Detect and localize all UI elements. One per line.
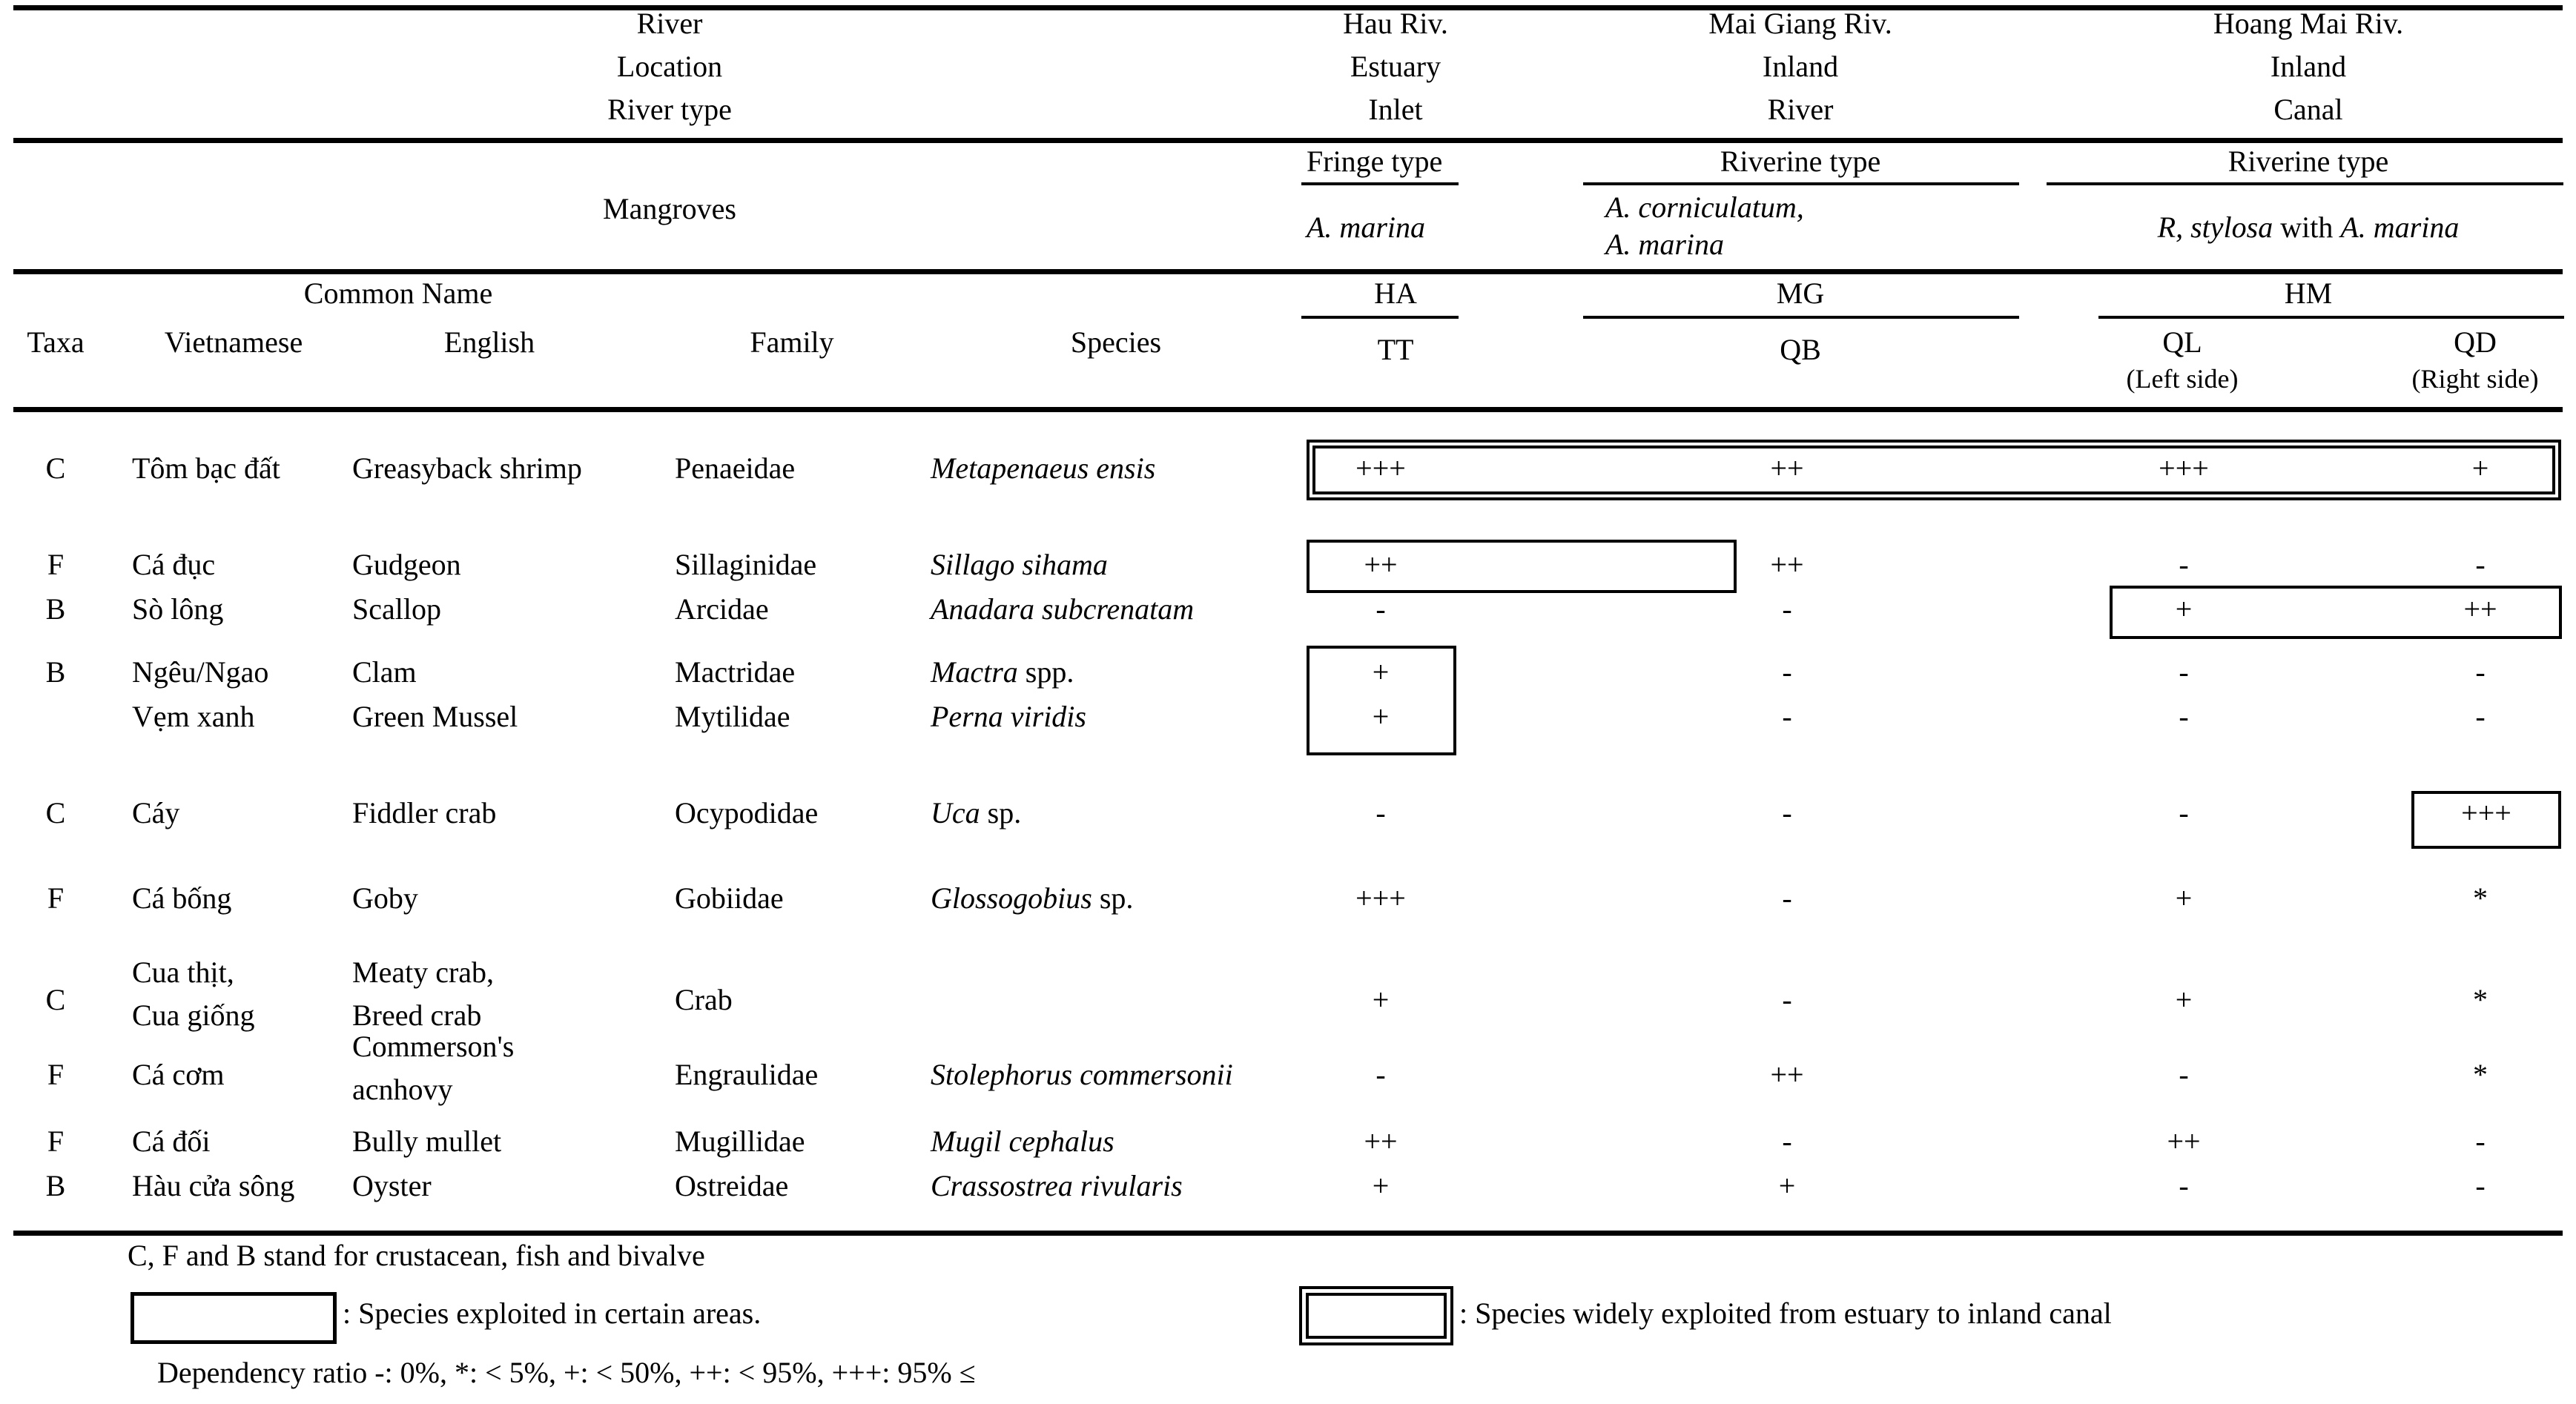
table-row-vietnamese: Cá bống: [132, 881, 232, 915]
table-cell-value: ++: [1770, 1058, 1804, 1091]
table-cell-value: +: [2175, 983, 2193, 1016]
col-head-vietnamese: Vietnamese: [164, 325, 303, 359]
table-row-vietnamese-2: Cua giống: [132, 999, 255, 1032]
table-row-english-2: acnhovy: [352, 1073, 453, 1106]
table-row-species: Anadara subcrenatam: [931, 592, 1195, 626]
table-row-family: Ostreidae: [675, 1169, 789, 1202]
table-row-species-genus: Uca: [931, 796, 980, 830]
mangrove-species-maigiang-1: A. corniculatum,: [1605, 191, 1804, 224]
table-cell-value: +: [1778, 1169, 1796, 1202]
table-cell-value: ++: [1364, 548, 1398, 581]
table-row-species: Perna viridis: [931, 700, 1086, 733]
rule-top: [13, 5, 2563, 10]
table-cell-value: -: [1782, 1125, 1792, 1158]
subsite-side-qd: (Right side): [2411, 364, 2539, 394]
table-row-species: [931, 797, 1021, 830]
table-cell-value: ++: [1364, 1125, 1398, 1158]
table-row-species: Metapenaeus ensis: [931, 451, 1156, 485]
table-row-vietnamese: Cá cơm: [132, 1058, 225, 1091]
table-row-species: Crassostrea rivularis: [931, 1169, 1183, 1202]
table-row-species-qualifier: sp.: [980, 796, 1022, 830]
table-cell-value: +++: [1355, 881, 1406, 915]
col-head-family: Family: [750, 325, 834, 359]
table-row-species-genus: Glossogobius: [931, 881, 1092, 915]
rule-under-columnheads: [13, 407, 2563, 412]
site-rivertype-hau: Inlet: [1368, 93, 1423, 126]
rule-under-rivertype: [13, 138, 2563, 143]
mangrove-type-hau: Fringe type: [1307, 145, 1443, 178]
footnote-taxa-key: C, F and B stand for crustacean, fish and bivalve: [128, 1239, 705, 1272]
table-row-taxa: C: [45, 796, 66, 830]
table-cell-value: -: [1782, 592, 1792, 626]
table-cell-value: ++: [2463, 592, 2497, 626]
table-cell-value: +: [1372, 1169, 1390, 1202]
table-row-family: Crab: [675, 983, 733, 1016]
table-cell-value: ++: [1770, 451, 1804, 485]
table-row-english: Bully mullet: [352, 1125, 502, 1158]
legend-text-widely-exploited: : Species widely exploited from estuary to inland canal: [1459, 1297, 2112, 1330]
site-code-hm: HM: [2284, 277, 2333, 310]
table-cell-value: +: [1372, 700, 1390, 733]
site-location-maigiang: Inland: [1762, 50, 1839, 83]
mangrove-species-hoangmai-suffix: A. marina: [2340, 211, 2460, 244]
table-row-vietnamese: Cáy: [132, 796, 180, 830]
table-row-english-2: Breed crab: [352, 999, 482, 1032]
legend-swatch-single-box: [131, 1292, 337, 1344]
col-head-common-name: Common Name: [303, 277, 493, 310]
table-cell-value: -: [1782, 881, 1792, 915]
table-row-english: Goby: [352, 881, 418, 915]
site-river-hau: Hau Riv.: [1343, 7, 1448, 40]
table-cell-value: +++: [2461, 796, 2511, 830]
table-cell-value: *: [2473, 881, 2488, 915]
underline-site-hm: [2098, 316, 2564, 319]
mangrove-species-hoangmai: [2158, 211, 2460, 244]
site-river-hoangmai: Hoang Mai Riv.: [2213, 7, 2404, 40]
table-cell-value: +: [2175, 881, 2193, 915]
table-cell-value: +++: [1355, 451, 1406, 485]
table-row-taxa: B: [45, 655, 66, 689]
table-cell-value: -: [1375, 796, 1386, 830]
table-row-vietnamese: Cá đối: [132, 1125, 211, 1158]
table-row-family: Mytilidae: [675, 700, 790, 733]
table-row-english: Greasyback shrimp: [352, 451, 582, 485]
table-row-taxa: C: [45, 983, 66, 1016]
table-cell-value: -: [2179, 655, 2189, 689]
table-row-english-1: Commerson's: [352, 1030, 515, 1063]
table-row-family: Mugillidae: [675, 1125, 805, 1158]
table-row-vietnamese: Ngêu/Ngao: [132, 655, 269, 689]
site-rivertype-hoangmai: Canal: [2273, 93, 2343, 126]
footnote-dependency-ratio: Dependency ratio -: 0%, *: < 5%, +: < 50%, ++: < 95%, +++: 95% ≤: [157, 1356, 976, 1389]
legend-swatch-double-box: [1299, 1286, 1453, 1345]
table-row-english: Green Mussel: [352, 700, 518, 733]
table-row-family: Mactridae: [675, 655, 796, 689]
table-cell-value: +: [1372, 983, 1390, 1016]
table-row-family: Gobiidae: [675, 881, 784, 915]
rule-bottom-body: [13, 1231, 2563, 1236]
table-row-family: Penaeidae: [675, 451, 796, 485]
table-row-species-qualifier: spp.: [1017, 655, 1074, 689]
underline-fringe-type: [1301, 182, 1459, 185]
table-cell-value: -: [2179, 700, 2189, 733]
underline-riverine-type-hm: [2047, 182, 2563, 185]
table-cell-value: -: [2475, 655, 2486, 689]
site-code-ha: HA: [1374, 277, 1417, 310]
table-cell-value: *: [2473, 983, 2488, 1016]
table-row-vietnamese: Vẹm xanh: [132, 700, 255, 733]
table-cell-value: -: [2179, 1169, 2189, 1202]
col-head-english: English: [443, 325, 535, 359]
table-row-taxa: F: [47, 548, 65, 581]
table-cell-value: -: [2179, 796, 2189, 830]
rule-under-mangroves: [13, 269, 2563, 274]
table-row-species-qualifier: sp.: [1092, 881, 1134, 915]
highlight-box-widely-exploited-row1: [1307, 440, 2561, 500]
table-row-vietnamese: Cá đục: [132, 548, 216, 581]
table-row-family: Engraulidae: [675, 1058, 819, 1091]
table-cell-value: -: [2475, 548, 2486, 581]
table-row-family: Sillaginidae: [675, 548, 817, 581]
table-cell-value: -: [1375, 1058, 1386, 1091]
table-row-vietnamese-1: Cua thịt,: [132, 956, 234, 989]
table-row-species: [931, 656, 1074, 689]
table-row-english: Fiddler crab: [352, 796, 497, 830]
table-cell-value: -: [1782, 655, 1792, 689]
table-row-taxa: F: [47, 881, 65, 915]
site-river-maigiang: Mai Giang Riv.: [1708, 7, 1892, 40]
table-cell-value: -: [2179, 1058, 2189, 1091]
subsite-side-ql: (Left side): [2126, 364, 2239, 394]
mangrove-species-maigiang-2: A. marina: [1605, 228, 1724, 261]
table-cell-value: -: [1782, 700, 1792, 733]
header-label-location: Location: [616, 50, 723, 83]
table-row-species: Stolephorus commersonii: [931, 1058, 1233, 1091]
header-label-river: River: [636, 7, 703, 40]
table-row-english: Clam: [352, 655, 417, 689]
table-row-family: Ocypodidae: [675, 796, 819, 830]
header-label-rivertype: River type: [607, 93, 732, 126]
site-code-mg: MG: [1776, 277, 1825, 310]
table-cell-value: ++: [2167, 1125, 2201, 1158]
table-cell-value: -: [1782, 983, 1792, 1016]
table-row-english: Scallop: [352, 592, 441, 626]
table-cell-value: *: [2473, 1058, 2488, 1091]
header-label-mangroves: Mangroves: [603, 192, 736, 225]
table-row-vietnamese: Tôm bạc đất: [132, 451, 280, 485]
table-cell-value: +: [2175, 592, 2193, 626]
table-cell-value: +++: [2159, 451, 2209, 485]
table-cell-value: +: [1372, 655, 1390, 689]
underline-site-ha: [1301, 316, 1459, 319]
mangrove-type-maigiang: Riverine type: [1720, 145, 1881, 178]
table-row-english: Oyster: [352, 1169, 432, 1202]
table-cell-value: -: [1782, 796, 1792, 830]
subsite-code-ql: QL: [2162, 325, 2202, 359]
table-row-vietnamese: Hàu cửa sông: [132, 1169, 295, 1202]
table-row-taxa: B: [45, 592, 66, 626]
table-row-species: [931, 882, 1133, 915]
table-cell-value: ++: [1770, 548, 1804, 581]
site-location-hau: Estuary: [1350, 50, 1441, 83]
subsite-code-qb: QB: [1780, 333, 1821, 366]
table-row-taxa: B: [45, 1169, 66, 1202]
legend-text-certain-areas: : Species exploited in certain areas.: [343, 1297, 762, 1330]
underline-riverine-type-mg: [1583, 182, 2019, 185]
table-row-species: Mugil cephalus: [931, 1125, 1114, 1158]
subsite-code-qd: QD: [2454, 325, 2497, 359]
site-location-hoangmai: Inland: [2270, 50, 2347, 83]
table-row-vietnamese: Sò lông: [132, 592, 224, 626]
table-cell-value: -: [2475, 700, 2486, 733]
table-cell-value: +: [2471, 451, 2489, 485]
table-cell-value: -: [2179, 548, 2189, 581]
subsite-code-tt: TT: [1377, 333, 1414, 366]
table-row-taxa: F: [47, 1125, 65, 1158]
table-row-taxa: C: [45, 451, 66, 485]
mangrove-type-hoangmai: Riverine type: [2227, 145, 2389, 178]
table-row-species: Sillago sihama: [931, 548, 1108, 581]
table-cell-value: -: [2475, 1169, 2486, 1202]
site-rivertype-maigiang: River: [1767, 93, 1834, 126]
col-head-species: Species: [1070, 325, 1162, 359]
mangrove-species-hoangmai-mid: with: [2273, 211, 2341, 244]
mangrove-species-hoangmai-prefix: R, stylosa: [2157, 211, 2273, 244]
table-cell-value: -: [1375, 592, 1386, 626]
table-row-species-genus: Mactra: [931, 655, 1018, 689]
underline-site-mg: [1583, 316, 2019, 319]
table-row-english: Gudgeon: [352, 548, 461, 581]
mangrove-species-hau: A. marina: [1307, 211, 1425, 244]
table-row-english-1: Meaty crab,: [352, 956, 495, 989]
table-row-family: Arcidae: [675, 592, 769, 626]
col-head-taxa: Taxa: [27, 325, 85, 359]
table-row-taxa: F: [47, 1058, 65, 1091]
table-cell-value: -: [2475, 1125, 2486, 1158]
